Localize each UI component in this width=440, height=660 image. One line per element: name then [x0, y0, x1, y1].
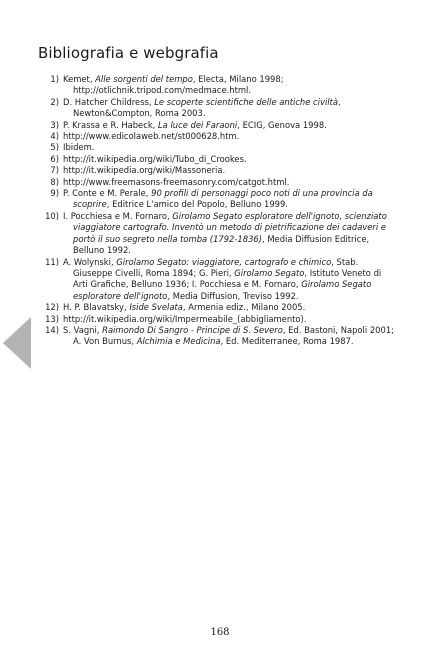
entry-segment: , Editrice L'amico del Popolo, Belluno 1999.	[106, 199, 288, 210]
bibliography-list	[38, 74, 398, 348]
bibliography-entry	[38, 302, 398, 313]
entry-text	[63, 131, 398, 142]
entry-segment: , Ed. Bastoni, Napoli 2001; A. Von Burnus,	[73, 324, 394, 347]
entry-text	[63, 177, 398, 188]
bibliography-entry	[38, 211, 398, 257]
entry-text	[63, 142, 398, 153]
bibliography-entry	[38, 257, 398, 303]
bibliography-entry	[38, 177, 398, 188]
entry-number: 11)	[45, 256, 59, 267]
entry-segment: , Ed. Mediterranee, Roma 1987.	[220, 336, 354, 347]
entry-segment: P. Conte e M. Perale,	[63, 188, 152, 199]
entry-text	[63, 74, 398, 97]
entry-number: 10)	[45, 210, 59, 221]
bibliography-entry	[38, 325, 398, 348]
entry-text	[63, 211, 398, 257]
entry-title: Iside Svelata	[129, 302, 183, 313]
entry-text	[63, 302, 398, 313]
entry-segment: , Media Diffusion, Treviso 1992.	[167, 290, 299, 301]
entry-segment: , Stab. Giuseppe Civelli, Roma 1894; G. Pieri,	[73, 256, 359, 278]
entry-text	[63, 97, 398, 120]
entry-segment: S. Vagni,	[63, 324, 103, 335]
entry-number: 7)	[50, 165, 59, 176]
entry-number: 14)	[45, 324, 59, 335]
bibliography-entry	[38, 120, 398, 131]
entry-text	[63, 188, 398, 211]
entry-text	[63, 257, 398, 303]
bibliography-entry	[38, 74, 398, 97]
entry-number: 1)	[50, 74, 59, 84]
entry-title: Girolamo Segato: viaggiatore, cartografo e chimico	[116, 256, 332, 267]
entry-segment: P. Krassa e R. Habeck,	[63, 119, 158, 130]
entry-number: 5)	[50, 142, 59, 153]
entry-segment: , ECIG, Genova 1998.	[237, 119, 327, 130]
entry-number: 8)	[50, 176, 59, 187]
bibliography-entry	[38, 165, 398, 176]
page-number: 168	[210, 627, 230, 638]
entry-segment: Ibidem.	[63, 142, 95, 153]
entry-segment: http://it.wikipedia.org/wiki/Massoneria.	[63, 165, 226, 176]
entry-segment: , Armenia ediz., Milano 2005.	[182, 302, 306, 313]
entry-text	[63, 314, 398, 325]
entry-segment: H. P. Blavatsky,	[63, 302, 130, 313]
page-title: Bibliografia e webgrafia	[38, 44, 219, 62]
entry-title: Girolamo Segato	[234, 267, 305, 278]
bibliography-entry	[38, 154, 398, 165]
entry-segment: , Istituto Veneto di Arti Grafiche, Belluno 1936; I. Pocchiesa e M. Fornaro,	[73, 267, 382, 290]
bibliography-entry	[38, 131, 398, 142]
bibliography-entry	[38, 97, 398, 120]
entry-title: 90 profili di personaggi poco noti di una provincia da scoprire	[73, 188, 373, 210]
entry-number: 13)	[45, 313, 59, 324]
entry-segment: I. Pocchiesa e M. Fornaro,	[63, 210, 173, 221]
prev-page-arrow-icon[interactable]	[3, 317, 31, 369]
entry-title: Le scoperte scientifiche delle antiche civiltà	[154, 96, 339, 107]
entry-title: Girolamo Segato esploratore dell'ignoto, scienziato viaggiatore cartografo. Inventò un metodo di pietrificazione dei cadaveri e portò il suo segreto nella tomba (1792-1836)	[73, 210, 387, 244]
entry-title: Alle sorgenti del tempo	[95, 74, 193, 84]
bibliography-entry	[38, 314, 398, 325]
entry-number: 6)	[50, 153, 59, 164]
entry-number: 3)	[50, 119, 59, 130]
bibliography-entry	[38, 142, 398, 153]
entry-title: Raimondo Di Sangro - Principe di S. Severo	[102, 324, 283, 335]
entry-title: La luce dei Faraoni	[158, 119, 238, 130]
entry-segment: http://it.wikipedia.org/wiki/Impermeabile_(abbigliamento).	[63, 313, 307, 324]
entry-number: 4)	[50, 131, 59, 142]
entry-text	[63, 325, 398, 348]
bibliography-entry	[38, 188, 398, 211]
entry-segment: http://www.edicolaweb.net/st000628.htm.	[63, 131, 240, 142]
entry-title: Girolamo Segato esploratore dell'ignoto	[73, 279, 372, 301]
entry-title: Alchimia e Medicina	[136, 336, 221, 347]
entry-segment: http://it.wikipedia.org/wiki/Tubo_di_Crookes.	[63, 153, 247, 164]
entry-segment: , Media Diffusion Editrice, Belluno 1992.	[73, 233, 370, 256]
entry-segment: http://www.freemasons-freemasonry.com/catgot.html.	[63, 176, 290, 187]
entry-segment: , Electa, Milano 1998; http://otlichnik.tripod.com/medmace.html.	[73, 74, 284, 96]
entry-number: 12)	[45, 302, 59, 313]
entry-text	[63, 154, 398, 165]
entry-number: 9)	[50, 188, 59, 199]
entry-segment: D. Hatcher Childress,	[63, 96, 155, 107]
entry-number: 2)	[50, 96, 59, 107]
entry-text	[63, 165, 398, 176]
entry-segment: A. Wolynski,	[63, 256, 117, 267]
entry-segment: , Newton&Compton, Roma 2003.	[73, 96, 341, 119]
entry-segment: Kemet,	[63, 74, 96, 84]
entry-text	[63, 120, 398, 131]
